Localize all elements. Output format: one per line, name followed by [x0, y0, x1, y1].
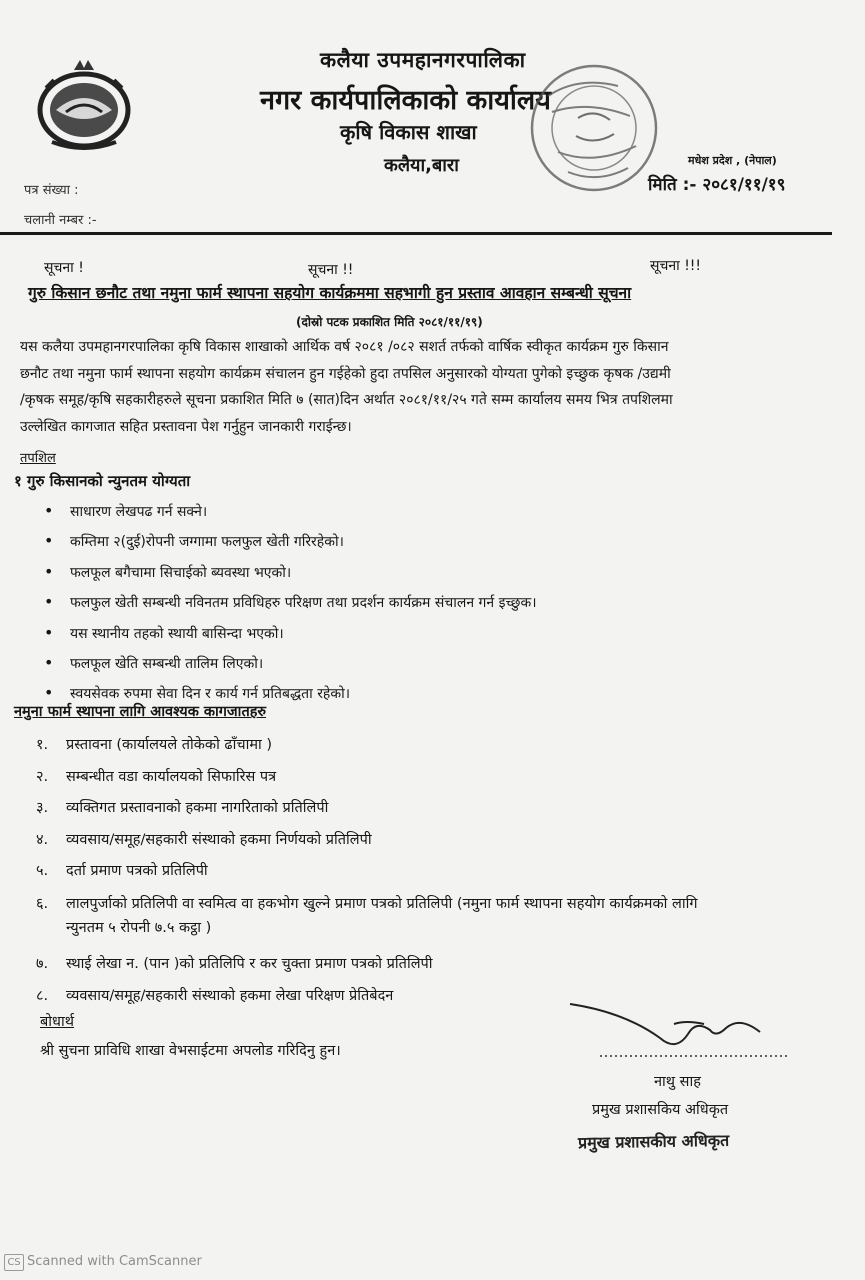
- list-item: [36, 892, 698, 952]
- paragraph-line: छनौट तथा नमुना फार्म स्थापना सहयोग कार्यक्रम संचालन हुन गईहेको हुदा तपसिल अनुसारको योग्यता पुगेको इच्छुक कृषक /उद्यमी: [20, 365, 671, 382]
- office-name: नगर कार्यपालिकाको कार्यालय: [260, 85, 551, 116]
- list-item-text: प्रस्तावना (कार्यालयले तोकेको ढाँचामा ): [66, 737, 273, 753]
- notice-title: गुरु किसान छनौट तथा नमुना फार्म स्थापना सहयोग कार्यक्रममा सहभागी हुन प्रस्ताव आवहान सम्बन्धी सूचना: [28, 284, 632, 302]
- list-item: [36, 733, 698, 765]
- list-item: [44, 622, 537, 652]
- list-item-text: व्यक्तिगत प्रस्तावनाको हकमा नागरिताको प्रतिलिपी: [66, 800, 329, 816]
- scanner-watermark: [4, 1254, 202, 1271]
- notice-label-1: सूचना !: [44, 260, 84, 276]
- branch-name: कृषि विकास शाखा: [340, 120, 477, 144]
- qualification-list: [44, 500, 537, 713]
- list-item-text: फलफुल खेती सम्बन्धी नविनतम प्रविधिहरु परिक्षण तथा प्रदर्शन कार्यक्रम संचालन गर्न इच्छुक।: [70, 595, 537, 612]
- item-number: ७.: [36, 956, 49, 972]
- paragraph-line: /कृषक समूह/कृषि सहकारीहरुले सूचना प्रकाशित मिति ७ (सात)दिन अर्थात २०८१/११/२५ गते सम्म कार्यालय समय भित्र तपशिलमा: [20, 392, 673, 408]
- bullet-icon: •: [44, 683, 54, 703]
- bullet-icon: •: [44, 652, 54, 672]
- bullet-icon: •: [44, 622, 54, 642]
- item-number: ३.: [36, 800, 49, 816]
- list-item-text: यस स्थानीय तहको स्थायी बासिन्दा भएको।: [70, 625, 284, 642]
- signatory-title: प्रमुख प्रशासकिय अधिकृत: [592, 1102, 729, 1118]
- list-item-text: कम्तिमा २(दुई)रोपनी जग्गामा फलफुल खेती गरिरहेको।: [70, 534, 344, 551]
- list-item-text: साधारण लेखपढ गर्न सक्ने।: [70, 504, 208, 520]
- bodharth-text: श्री सुचना प्राविधि शाखा वेभसाईटमा अपलोड गरिदिनु हुन।: [40, 1043, 341, 1059]
- list-item-text: फलफूल बगैचामा सिचाईको ब्यवस्था भएको।: [70, 564, 292, 581]
- province-label: मधेश प्रदेश , (नेपाल): [688, 154, 777, 167]
- documents-list: [36, 733, 698, 1012]
- list-item: [36, 952, 698, 984]
- list-item-text: फलफूल खेति सम्बन्धी तालिम लिएको।: [70, 655, 264, 672]
- item-number: ४.: [36, 832, 49, 848]
- list-item: [36, 859, 698, 892]
- list-item: [44, 561, 537, 591]
- item-number: १.: [36, 737, 49, 753]
- office-location: कलैया,बारा: [384, 155, 459, 176]
- documents-heading: नमुना फार्म स्थापना लागि आवश्यक कागजातहरु: [14, 704, 267, 720]
- list-item: [36, 765, 698, 796]
- bullet-icon: •: [44, 592, 54, 612]
- list-item-text: स्थाई लेखा न. (पान )को प्रतिलिपि र कर चुक्ता प्रमाण पत्रको प्रतिलिपी: [66, 956, 433, 972]
- item-number: ५.: [36, 863, 49, 879]
- list-item-text: व्यवसाय/समूह/सहकारी संस्थाको हकमा निर्णयको प्रतिलिपी: [66, 832, 372, 848]
- bodharth-label: बोधार्थ: [40, 1014, 74, 1030]
- item-number: ६.: [36, 896, 49, 912]
- notice-paragraph: [20, 334, 840, 440]
- office-seal-stamp: [518, 56, 664, 196]
- list-item-text: सम्बन्धीत वडा कार्यालयको सिफारिस पत्र: [66, 769, 277, 785]
- item-number: २.: [36, 769, 49, 785]
- list-item: [44, 652, 537, 682]
- list-item-text: स्वयसेवक रुपमा सेवा दिन र कार्य गर्न प्रतिबद्धता रहेको।: [70, 686, 351, 703]
- notice-label-2: सूचना !!: [308, 262, 354, 278]
- list-item: [36, 796, 698, 828]
- bullet-icon: •: [44, 561, 54, 581]
- signatory-stamp: प्रमुख प्रशासकीय अधिकृत: [577, 1130, 730, 1153]
- notice-subtitle: (दोस्रो पटक प्रकाशित मिति २०८१/११/१९): [296, 315, 483, 329]
- reference-number-label: पत्र संख्या :: [24, 183, 79, 198]
- municipality-name: कलैया उपमहानगरपालिका: [320, 48, 526, 72]
- bullet-icon: •: [44, 501, 54, 520]
- tapasil-label: तपशिल: [20, 451, 56, 466]
- header-divider: [0, 232, 832, 235]
- letter-date: मिति :- २०८१/११/१९: [648, 175, 786, 195]
- notice-label-3: सूचना !!!: [650, 258, 702, 274]
- list-item-text: दर्ता प्रमाण पत्रको प्रतिलिपी: [66, 863, 208, 879]
- list-item: [44, 500, 537, 530]
- list-item: [44, 530, 537, 560]
- list-item: [44, 591, 537, 621]
- item-number: ८.: [36, 988, 49, 1004]
- bullet-icon: •: [44, 531, 54, 551]
- handwritten-signature: [564, 994, 794, 1064]
- camscanner-icon: CS: [4, 1254, 24, 1271]
- dispatch-number-label: चलानी नम्बर :-: [24, 213, 97, 228]
- paragraph-line: यस कलैया उपमहानगरपालिका कृषि विकास शाखाको आर्थिक वर्ष २०८१ /०८२ सशर्त तर्फको वार्षिक स्वीकृत कार्यक्रम गुरु किसान: [20, 339, 669, 355]
- paragraph-line: उल्लेखित कागजात सहित प्रस्तावना पेश गर्नुहुन जानकारी गराईन्छ।: [20, 418, 352, 435]
- list-item-text: व्यवसाय/समूह/सहकारी संस्थाको हकमा लेखा परिक्षण प्रेतिबेदन: [66, 988, 394, 1004]
- signatory-name: नाथु साह: [654, 1074, 701, 1090]
- list-item-text: लालपुर्जाको प्रतिलिपी वा स्वमित्व वा हकभोग खुल्ने प्रमाण पत्रको प्रतिलिपी (नमुना फार्म स्थापना सहयोग कार्यक्रमको लागि: [66, 896, 698, 912]
- list-item: [36, 828, 698, 859]
- qualification-heading: १ गुरु किसानको न्युनतम योग्यता: [14, 472, 191, 490]
- scanner-watermark-text: Scanned with CamScanner: [27, 1254, 202, 1269]
- list-item-continuation: न्युनतम ५ रोपनी ७.५ कट्ठा ): [66, 920, 212, 936]
- nepal-emblem-logo: [34, 58, 134, 150]
